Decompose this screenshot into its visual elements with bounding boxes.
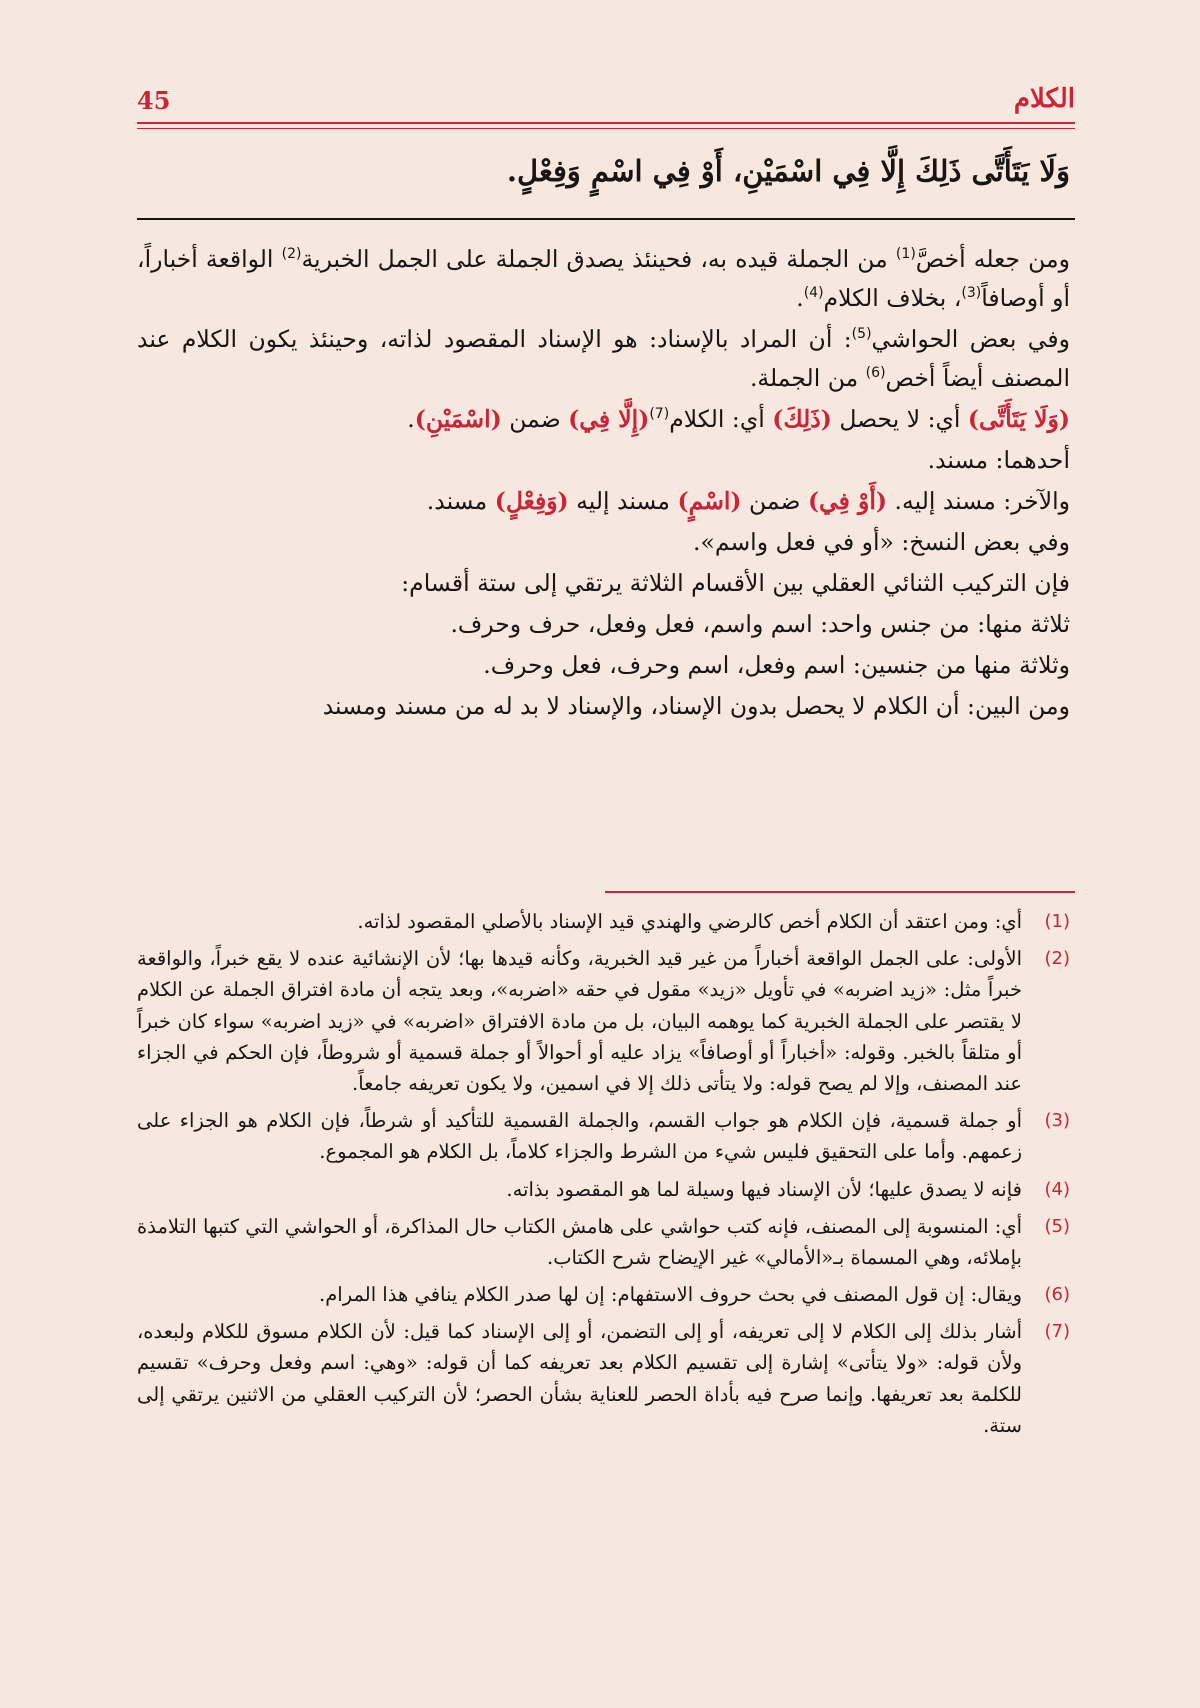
text-run: وفي بعض الحواشي xyxy=(871,325,1070,353)
matn-quote: (وَفِعْلٍ) xyxy=(494,487,569,515)
text-run: مسند. xyxy=(426,487,495,515)
footnote-ref: (6) xyxy=(865,365,886,382)
footnote xyxy=(137,1316,1070,1441)
footnote-ref: (7) xyxy=(649,406,670,423)
footnote-number: (4) xyxy=(1044,1178,1070,1200)
matn-text: وَلَا يَتَأَتَّى ذَلِكَ إِلَّا فِي اسْمَيْنِ، أَوْ فِي اسْمٍ وَفِعْلٍ. xyxy=(506,154,1070,188)
matn-quote: (اسْمٍ) xyxy=(677,487,742,515)
text-run: ، بخلاف الكلام xyxy=(823,284,962,312)
footnote-ref: (5) xyxy=(851,326,872,343)
matn-quote: (وَلَا يَتَأَتَّى) xyxy=(967,405,1070,433)
footnote xyxy=(137,943,1070,1099)
text-run: أي: الكلام xyxy=(669,405,773,433)
text-run: أي: لا يحصل xyxy=(831,405,968,433)
footnote xyxy=(137,1211,1070,1273)
footnote-number: (7) xyxy=(1044,1321,1070,1343)
footnote-text: الأولى: على الجمل الواقعة أخباراً من غير قيد الخبرية، وكأنه قيدها بها؛ لأن الإنشائية عنده لا يقع خبراً، والواقعة خبراً مثل: «زيد اضربه» في تأويل «زيد» مقول في حقه «اضربه»، وبعد يتجه أن مادة افتراق الجملة عن الكلام لا يقتصر على الجملة الخبرية كما يوهمه البيان، بل من مادة الافتراق «اضربه» في «زيد اضربه» سواء كان خبراً أو متلقاً بالخبر. وقوله: «أخباراً أو أوصافاً» يزاد عليه أو أحوالاً أو جملة قسمية أو شروطاً، فإن الحكم في الجزاء عند المصنف، وإلا لم يصح قوله: ولا يتأتى ذلك إلا في اسمين، ولا يكون تعريفه جامعاً. xyxy=(137,947,1022,1095)
footnote xyxy=(137,1105,1070,1167)
paragraph-10: ومن البين: أن الكلام لا يحصل بدون الإسناد، والإسناد لا بد له من مسند ومسند xyxy=(322,692,1070,720)
footnote-ref: (1) xyxy=(895,246,916,263)
page-number: 45 xyxy=(137,86,171,115)
text-run: من الجملة. xyxy=(749,364,866,392)
text-run: ضمن xyxy=(501,405,569,433)
matn-quote: (أَوْ فِي) xyxy=(807,487,888,515)
footnote-ref: (4) xyxy=(803,285,824,302)
text-run: : أن المراد بالإسناد: هو الإسناد المقصود لذاته، وحينئذ يكون الكلام عند المصنف أيضاً أخص xyxy=(137,325,1070,392)
matn-divider xyxy=(137,218,1075,220)
footnote-number: (3) xyxy=(1044,1110,1070,1132)
text-run: مسند إليه xyxy=(568,487,678,515)
paragraph-4: أحدهما: مسند. xyxy=(927,446,1070,474)
paragraph-6: وفي بعض النسخ: «أو في فعل واسم». xyxy=(693,528,1070,556)
text-run: والآخر: مسند إليه. xyxy=(887,487,1070,515)
text-run: من الجملة قيده به، فحينئذ يصدق الجملة على الجمل الخبرية xyxy=(301,245,896,273)
footnote xyxy=(137,1279,1070,1310)
footnote-ref: (2) xyxy=(281,246,302,263)
footnote-number: (2) xyxy=(1044,948,1070,970)
footnote-ref: (3) xyxy=(961,285,982,302)
footnote-text: أشار بذلك إلى الكلام لا إلى تعريفه، أو إلى التضمن، أو إلى الإسناد كما قيل: لأن الكلام مسوق للكلام ولبعده، ولأن قوله: «ولا يتأتى» إشارة إلى تقسيم الكلام بعد تعريفه كما أن قوله: «وهي: اسم وفعل وحرف» تقسيم للكلمة بعد تعريفها. وإنما صرح فيه بأداة الحصر للعناية بشأن الحصر؛ لأن التركيب العقلي من الاثنين يرتقي إلى ستة. xyxy=(137,1320,1023,1437)
running-head xyxy=(137,84,1075,118)
text-run: الواقعة أخباراً، أو أوصافاً xyxy=(137,245,1070,312)
commentary-body xyxy=(137,240,1070,728)
footnote-number: (5) xyxy=(1044,1215,1070,1237)
text-run: . xyxy=(796,284,804,312)
footnote-text: أي: المنسوبة إلى المصنف، فإنه كتب حواشي على هامش الكتاب حال المذاكرة، أو الحواشي التي كتبها التلامذة بإملائه، وهي المسماة بـ«الأمالي» غير الإيضاح شرح الكتاب. xyxy=(137,1214,1022,1269)
paragraph-5 xyxy=(137,482,1070,521)
paragraph-7: فإن التركيب الثنائي العقلي بين الأقسام الثلاثة يرتقي إلى ستة أقسام: xyxy=(401,569,1070,597)
footnote-text: أي: ومن اعتقد أن الكلام أخص كالرضي والهندي قيد الإسناد بالأصلي المقصود لذاته. xyxy=(357,910,1022,933)
text-run: ضمن xyxy=(741,487,808,515)
paragraph-8: ثلاثة منها: من جنس واحد: اسم واسم، فعل وفعل، حرف وحرف. xyxy=(450,610,1070,638)
header-rule-thin xyxy=(137,128,1075,129)
matn-quote: (اسْمَيْنِ) xyxy=(414,405,502,433)
footnotes xyxy=(137,906,1070,1447)
footnote-text: ويقال: إن قول المصنف في بحث حروف الاستفهام: إن لها صدر الكلام ينافي هذا المرام. xyxy=(319,1283,1022,1307)
running-title: الكلام xyxy=(1013,84,1075,114)
footnote xyxy=(137,1174,1070,1205)
matn-quote: (ذَلِكَ) xyxy=(772,405,832,433)
footnote xyxy=(137,906,1070,937)
footnote-text: فإنه لا يصدق عليها؛ لأن الإسناد فيها وسيلة لما هو المقصود بذاته. xyxy=(506,1177,1022,1201)
footnote-number: (6) xyxy=(1044,1284,1070,1306)
footnote-text: أو جملة قسمية، فإن الكلام هو جواب القسم، والجملة القسمية للتأكيد أو شرطاً، فإن الكلام هو الجزاء على زعمهم. وأما على التحقيق فليس شيء من الشرط والجزاء كلاماً، بل الكلام هو المجموع. xyxy=(137,1109,1022,1164)
text-run: . xyxy=(407,405,415,433)
paragraph-9: وثلاثة منها من جنسين: اسم وفعل، اسم وحرف، فعل وحرف. xyxy=(483,651,1070,679)
footnote-number: (1) xyxy=(1044,911,1070,932)
paragraph-1 xyxy=(137,240,1070,318)
text-run: ومن جعله أخصَّ xyxy=(915,245,1070,273)
header-rule-thick xyxy=(137,122,1075,124)
matn-quote: (إِلَّا فِي) xyxy=(568,405,650,433)
paragraph-2 xyxy=(137,320,1070,398)
paragraph-3 xyxy=(137,400,1070,439)
footnote-divider xyxy=(605,891,1075,893)
